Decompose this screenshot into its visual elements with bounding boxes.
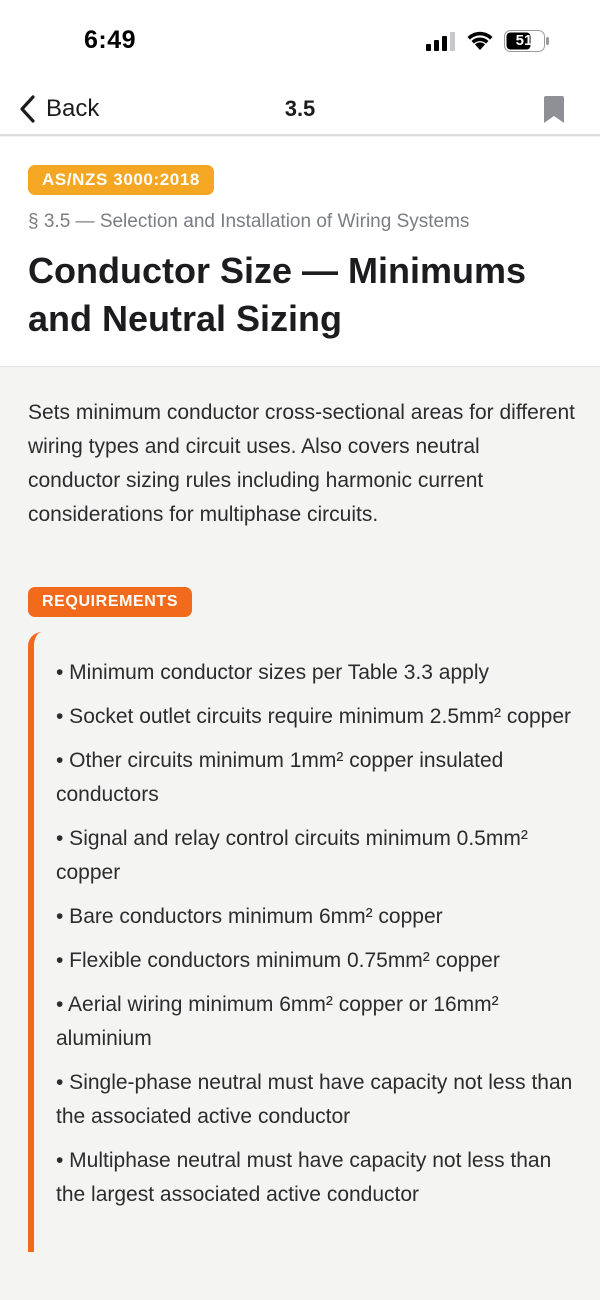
requirement-item: • Single-phase neutral must have capacity not less than the associated active conductor	[56, 1071, 573, 1128]
back-label: Back	[46, 95, 100, 122]
header-section	[0, 137, 600, 367]
requirement-item: • Signal and relay control circuits minimum 0.5mm² copper	[56, 827, 528, 884]
requirements-badge: REQUIREMENTS	[28, 587, 192, 617]
requirement-item: • Bare conductors minimum 6mm² copper	[56, 905, 443, 928]
battery-level: 51	[515, 32, 533, 49]
status-bar	[0, 0, 600, 80]
section-subtitle: § 3.5 — Selection and Installation of Wiring Systems	[28, 211, 470, 232]
status-time: 6:49	[84, 26, 137, 54]
wifi-icon	[466, 29, 494, 51]
standard-badge: AS/NZS 3000:2018	[28, 165, 214, 195]
bookmark-icon[interactable]	[542, 96, 566, 124]
summary-text: Sets minimum conductor cross-sectional areas for different wiring types and circuit uses. Also covers neutral conductor sizing rules including harmonic current considerations for multiphase circuits.	[28, 401, 576, 526]
page-title: Conductor Size — Minimums and Neutral Sizing	[28, 250, 527, 339]
requirements-list	[28, 632, 576, 1252]
nav-bar	[0, 80, 600, 136]
requirement-item: • Multiphase neutral must have capacity not less than the largest associated active conductor	[56, 1149, 552, 1206]
requirement-item: • Minimum conductor sizes per Table 3.3 apply	[56, 661, 490, 684]
nav-title: 3.5	[284, 96, 316, 121]
signal-icon	[426, 31, 456, 51]
requirement-item: • Aerial wiring minimum 6mm² copper or 16mm² aluminium	[56, 993, 499, 1050]
requirement-item: • Other circuits minimum 1mm² copper insulated conductors	[56, 749, 504, 806]
requirement-item: • Flexible conductors minimum 0.75mm² copper	[56, 949, 500, 972]
requirement-item: • Socket outlet circuits require minimum 2.5mm² copper	[56, 705, 572, 728]
